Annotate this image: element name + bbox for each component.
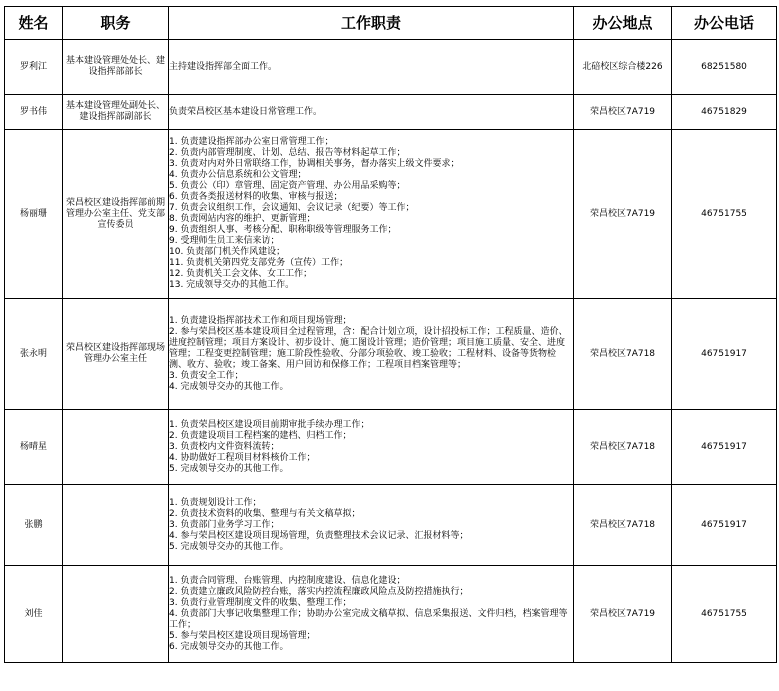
duty-line: 8. 负责网站内容的维护、更新管理；	[169, 214, 316, 224]
duty-line: 4. 完成领导交办的其他工作。	[169, 381, 289, 392]
staff-location-cell: 荣昌校区7A719	[574, 95, 672, 130]
staff-position-cell: 荣昌校区建设指挥部前期管理办公室主任、党支部宣传委员	[63, 130, 169, 299]
duty-line: 2. 负责技术资料的收集、整理与有关文稿草拟；	[169, 508, 361, 519]
duty-line: 4. 协助做好工程项目材料核价工作；	[169, 452, 316, 463]
staff-name-cell: 罗书伟	[5, 95, 63, 130]
duty-line: 6. 完成领导交办的其他工作。	[169, 641, 289, 652]
duty-line: 7. 负责会议组织工作，会议通知、会议记录（纪要）等工作；	[169, 203, 415, 213]
staff-phone-cell: 46751917	[672, 299, 777, 410]
duty-line: 3. 负责对内对外日常联络工作，协调相关事务，督办落实上级文件要求；	[169, 159, 460, 169]
staff-location-cell: 荣昌校区7A719	[574, 130, 672, 299]
staff-phone-cell: 46751829	[672, 95, 777, 130]
staff-duties-cell	[169, 130, 574, 299]
duty-line: 6. 负责各类报送材料的收集、审核与报送；	[169, 192, 343, 202]
duty-line: 9. 负责组织人事、考核分配、职称职级等管理服务工作；	[169, 225, 397, 235]
header-location: 办公地点	[574, 7, 672, 40]
staff-duties-cell	[169, 566, 574, 663]
staff-location-cell: 荣昌校区7A718	[574, 299, 672, 410]
staff-duties-cell	[169, 95, 574, 130]
duty-line: 3. 负责安全工作；	[169, 370, 244, 381]
staff-phone-cell: 46751755	[672, 566, 777, 663]
duty-line: 5. 完成领导交办的其他工作。	[169, 463, 289, 474]
table-header-row	[5, 7, 777, 40]
staff-name-cell: 张永明	[5, 299, 63, 410]
duty-line: 4. 参与荣昌校区建设项目现场管理，负责整理技术会议记录、汇报材料等；	[169, 530, 469, 541]
duty-line: 负责荣昌校区基本建设日常管理工作。	[169, 106, 323, 117]
table-row	[5, 410, 777, 485]
table-row	[5, 485, 777, 566]
staff-position-cell	[63, 566, 169, 663]
staff-name-cell: 杨丽珊	[5, 130, 63, 299]
duty-line: 1. 负责建设指挥部办公室日常管理工作；	[169, 137, 334, 147]
duty-line: 5. 完成领导交办的其他工作。	[169, 541, 289, 552]
staff-name-cell: 刘佳	[5, 566, 63, 663]
header-duties: 工作职责	[169, 7, 574, 40]
table-row	[5, 95, 777, 130]
duty-line: 12. 负责机关工会文体、女工工作；	[169, 269, 313, 279]
table-row	[5, 130, 777, 299]
duty-line: 10. 负责部门机关作风建设；	[169, 247, 286, 257]
staff-location-cell: 荣昌校区7A719	[574, 566, 672, 663]
duty-line: 2. 负责内部管理制度、计划、总结、报告等材料起草工作；	[169, 148, 406, 158]
staff-location-cell: 荣昌校区7A718	[574, 410, 672, 485]
staff-phone-cell: 46751755	[672, 130, 777, 299]
table-row	[5, 40, 777, 95]
staff-duties-cell	[169, 410, 574, 485]
duty-line: 3. 负责部门业务学习工作；	[169, 519, 280, 530]
duty-line: 3. 负责行业管理制度文件的收集、整理工作；	[169, 597, 352, 608]
staff-position-cell	[63, 410, 169, 485]
duty-line: 2. 负责建设项目工程档案的建档、归档工作；	[169, 430, 352, 441]
staff-position-cell: 基本建设管理处处长、建设指挥部部长	[63, 40, 169, 95]
table-row	[5, 566, 777, 663]
duty-line: 3. 负责校内文件资料流转；	[169, 441, 280, 452]
duty-line: 1. 负责合同管理、台账管理、内控制度建设、信息化建设；	[169, 575, 406, 586]
duty-line: 5. 负责公（印）章管理、固定资产管理、办公用品采购等；	[169, 181, 406, 191]
staff-duties-cell	[169, 485, 574, 566]
duty-line: 9. 受理师生员工来信来访；	[169, 236, 280, 246]
header-name: 姓名	[5, 7, 63, 40]
duty-line: 5. 参与荣昌校区建设项目现场管理；	[169, 630, 316, 641]
staff-duties-cell	[169, 40, 574, 95]
duty-line: 4. 负责部门大事记收集整理工作；协助办公室完成文稿草拟、信息采集报送、文件归档，档案管理等工作；	[169, 608, 568, 630]
staff-phone-cell: 68251580	[672, 40, 777, 95]
staff-duty-table	[4, 6, 777, 663]
duty-line: 2. 参与荣昌校区基本建设项目全过程管理，含：配合计划立项，设计招投标工作；工程质量、造价、进度控制管理；项目方案设计、初步设计、施工图设计管理；造价管理；项目施工质量、安全、进度管理；工程变更控制管理；施工阶段性验收、分部分项验收、竣工验收；工程材料、设备等货物检测、收方、验收；竣工备案、用户回访和保修工作；工程项目档案管理等；	[169, 326, 568, 370]
staff-name-cell: 张鹏	[5, 485, 63, 566]
duty-line: 1. 负责荣昌校区建设项目前期审批手续办理工作；	[169, 419, 370, 430]
staff-phone-cell: 46751917	[672, 485, 777, 566]
duty-line: 主持建设指挥部全面工作。	[169, 61, 278, 72]
duty-line: 11. 负责机关第四党支部党务（宣传）工作；	[169, 258, 349, 268]
header-position: 职务	[63, 7, 169, 40]
table-row	[5, 299, 777, 410]
staff-position-cell	[63, 485, 169, 566]
duty-line: 2. 负责建立廉政风险防控台账，落实内控流程廉政风险点及防控措施执行；	[169, 586, 469, 597]
staff-location-cell: 荣昌校区7A718	[574, 485, 672, 566]
staff-phone-cell: 46751917	[672, 410, 777, 485]
staff-duties-cell	[169, 299, 574, 410]
duty-line: 1. 负责建设指挥部技术工作和项目现场管理；	[169, 315, 352, 326]
staff-position-cell: 基本建设管理处副处长、建设指挥部副部长	[63, 95, 169, 130]
duty-line: 1. 负责规划设计工作；	[169, 497, 262, 508]
staff-location-cell: 北碚校区综合楼226	[574, 40, 672, 95]
duty-line: 13. 完成领导交办的其他工作。	[169, 280, 295, 290]
header-phone: 办公电话	[672, 7, 777, 40]
staff-position-cell: 荣昌校区建设指挥部现场管理办公室主任	[63, 299, 169, 410]
duty-line: 4. 负责办公信息系统和公文管理；	[169, 170, 307, 180]
staff-name-cell: 罗利江	[5, 40, 63, 95]
staff-name-cell: 杨晴星	[5, 410, 63, 485]
